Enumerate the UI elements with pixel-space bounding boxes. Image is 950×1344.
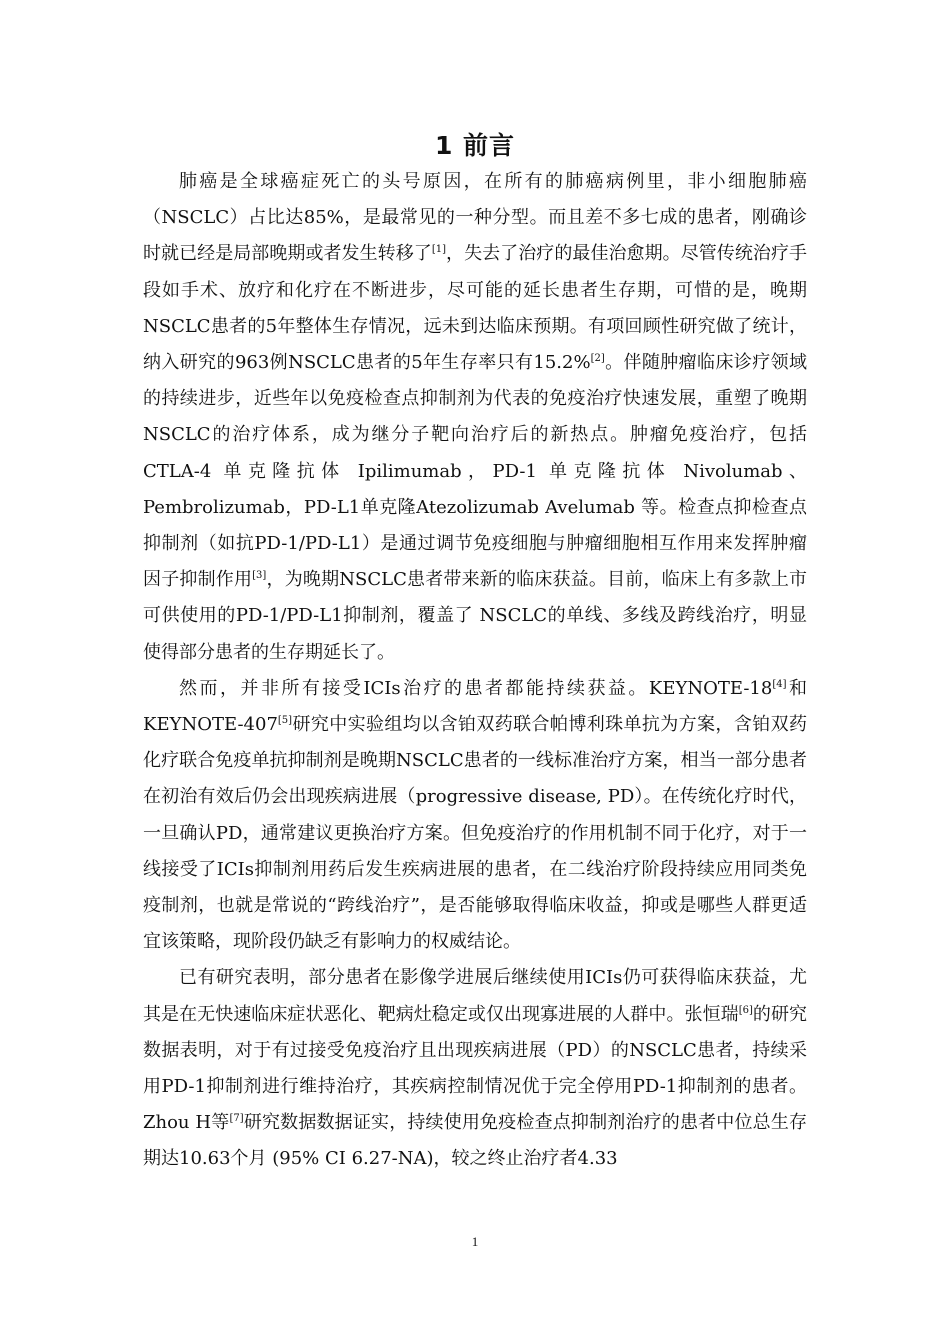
text-run: ，失去了治疗的最佳治愈期。尽管传统治疗手段如手术、放疗和化疗在不断进步，尽可能的延长患者生存期，可惜的是，晚期NSCLC患者的5年整体生存情况，远未到达临床预期。有项回顾性研究做了统计，纳入研究的963例NSCLC患者的5年生存率只有15.2% (143, 243, 807, 374)
citation-ref: [1] (431, 244, 446, 256)
citation-ref: [6] (738, 1004, 753, 1016)
body-text (143, 164, 807, 1178)
paragraph (143, 164, 807, 671)
text-run: 和KEYNOTE-407 (143, 677, 808, 736)
citation-ref: [2] (590, 353, 605, 365)
paragraph (143, 960, 807, 1177)
text-run: 然而，并非所有接受ICIs治疗的患者都能持续获益。KEYNOTE-18 (179, 677, 773, 699)
text-run: 研究数据数据证实，持续使用免疫检查点抑制剂治疗的患者中位总生存期达10.63个月 (95% CI 6.27-NA)，较之终止治疗者4.33 (143, 1112, 807, 1170)
citation-ref: [3] (252, 570, 267, 582)
paragraph (143, 671, 807, 961)
citation-ref: [4] (772, 678, 787, 690)
section-title: 1 前言 (434, 131, 516, 160)
citation-ref: [7] (229, 1113, 244, 1125)
text-run: ，为晚期NSCLC患者带来新的临床获益。目前，临床上有多款上市可供使用的PD-1/PD-L1抑制剂，覆盖了 NSCLC的单线、多线及跨线治疗，明显使得部分患者的生存期延长了。 (143, 569, 808, 663)
citation-ref: [5] (277, 715, 293, 727)
text-run: 已有研究表明，部分患者在影像学进展后继续使用ICIs仍可获得临床获益，尤其是在无快速临床症状恶化、靶病灶稳定或仅出现寡进展的人群中。张恒瑞 (143, 967, 807, 1025)
text-run: 肺癌是全球癌症死亡的头号原因，在所有的肺癌病例里，非小细胞肺癌（NSCLC）占比达85%，是最常见的一种分型。而且差不多七成的患者，刚确诊时就已经是局部晚期或者发生转移了 (143, 171, 807, 265)
text-run: 。伴随肿瘤临床诊疗领域的持续进步，近些年以免疫检查点抑制剂为代表的免疫治疗快速发展，重塑了晚期NSCLC的治疗体系，成为继分子靶向治疗后的新热点。肿瘤免疫治疗，包括 CTLA-4 单克隆抗体 Ipilimumab，PD-1 单克隆抗体 Nivolumab、Pembrolizumab，PD-L1单克隆Atezolizumab Avelumab 等。检查点抑检查点抑制剂（如抗PD-1/PD-L1）是通过调节免疫细胞与肿瘤细胞相互作用来发挥肿瘤因子抑制作用 (143, 352, 808, 591)
text-run: 的研究数据表明，对于有过接受免疫治疗且出现疾病进展（PD）的NSCLC患者，持续采用PD-1抑制剂进行维持治疗，其疾病控制情况优于完全停用PD-1抑制剂的患者。Zhou H等 (143, 1003, 808, 1134)
text-run: 研究中实验组均以含铂双药联合帕博利珠单抗为方案，含铂双药化疗联合免疫单抗抑制剂是晚期NSCLC患者的一线标准治疗方案，相当一部分患者在初治有效后仍会出现疾病进展（progressive disease, PD）。在传统化疗时代，一旦确认PD，通常建议更换治疗方案。但免疫治疗的作用机制不同于化疗，对于一线接受了ICIs抑制剂用药后发生疾病进展的患者，在二线治疗阶段持续应用同类免疫制剂，也就是常说的“跨线治疗”，是否能够取得临床收益，抑或是哪些人群更适宜该策略，现阶段仍缺乏有影响力的权威结论。 (143, 714, 807, 953)
page-number: 1 (471, 1234, 479, 1249)
